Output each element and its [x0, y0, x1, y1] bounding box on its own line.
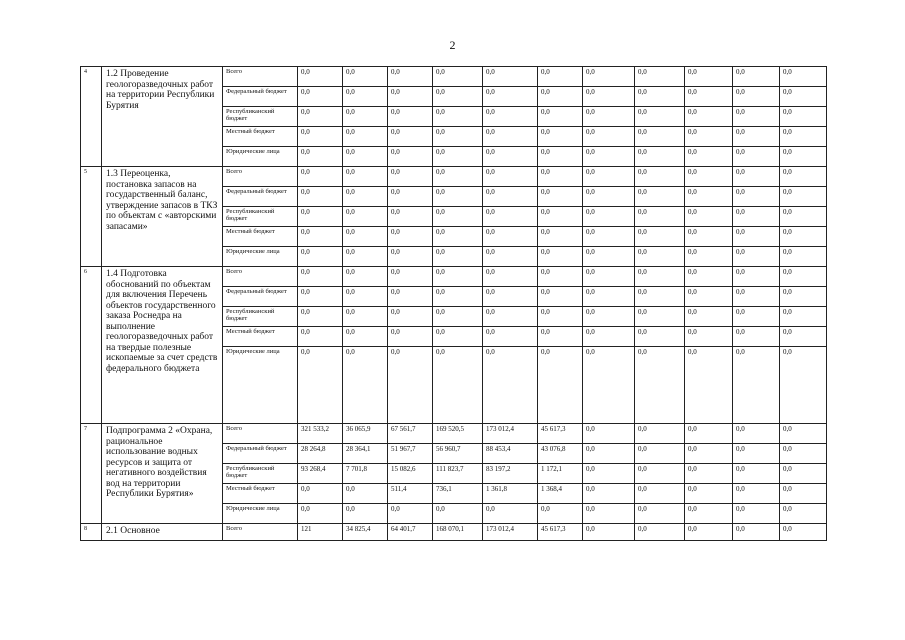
value-cell: 1 172,1 [538, 464, 583, 484]
value-cell: 0,0 [635, 444, 685, 464]
value-cell: 0,0 [583, 484, 635, 504]
value-cell: 0,0 [733, 444, 780, 464]
value-cell: 45 617,3 [538, 524, 583, 541]
value-cell: 0,0 [685, 347, 733, 424]
value-cell: 0,0 [538, 247, 583, 267]
value-cell: 0,0 [635, 347, 685, 424]
value-cell: 0,0 [635, 127, 685, 147]
activity-name: 2.1 Основное [102, 524, 223, 541]
value-cell: 0,0 [685, 444, 733, 464]
funding-source: Юридические лица [223, 347, 298, 424]
value-cell: 0,0 [583, 167, 635, 187]
value-cell: 0,0 [780, 87, 827, 107]
value-cell: 0,0 [685, 267, 733, 287]
value-cell: 0,0 [780, 444, 827, 464]
funding-source: Республиканский бюджет [223, 307, 298, 327]
value-cell: 0,0 [583, 247, 635, 267]
value-cell: 0,0 [685, 107, 733, 127]
value-cell: 511,4 [388, 484, 433, 504]
value-cell: 88 453,4 [483, 444, 538, 464]
funding-source: Федеральный бюджет [223, 87, 298, 107]
value-cell: 0,0 [433, 267, 483, 287]
value-cell: 0,0 [298, 87, 343, 107]
budget-table [80, 66, 827, 541]
funding-source: Местный бюджет [223, 484, 298, 504]
table-row [81, 67, 827, 87]
value-cell: 0,0 [733, 464, 780, 484]
funding-source: Всего [223, 524, 298, 541]
value-cell: 0,0 [685, 464, 733, 484]
value-cell: 0,0 [298, 287, 343, 307]
value-cell: 0,0 [388, 287, 433, 307]
value-cell: 0,0 [388, 307, 433, 327]
value-cell: 0,0 [433, 127, 483, 147]
value-cell: 0,0 [583, 464, 635, 484]
value-cell: 111 823,7 [433, 464, 483, 484]
value-cell: 36 065,9 [343, 424, 388, 444]
value-cell: 0,0 [780, 307, 827, 327]
value-cell: 0,0 [635, 247, 685, 267]
value-cell: 0,0 [388, 187, 433, 207]
value-cell: 0,0 [733, 484, 780, 504]
value-cell: 0,0 [583, 524, 635, 541]
value-cell: 0,0 [433, 227, 483, 247]
funding-source: Юридические лица [223, 504, 298, 524]
value-cell: 0,0 [583, 187, 635, 207]
value-cell: 0,0 [433, 504, 483, 524]
value-cell: 0,0 [685, 504, 733, 524]
value-cell: 0,0 [780, 267, 827, 287]
value-cell: 0,0 [388, 207, 433, 227]
funding-source: Республиканский бюджет [223, 464, 298, 484]
value-cell: 28 264,8 [298, 444, 343, 464]
value-cell: 0,0 [538, 147, 583, 167]
value-cell: 0,0 [780, 504, 827, 524]
value-cell: 0,0 [635, 327, 685, 347]
value-cell: 0,0 [583, 347, 635, 424]
value-cell: 0,0 [733, 424, 780, 444]
value-cell: 0,0 [635, 147, 685, 167]
value-cell: 0,0 [780, 524, 827, 541]
value-cell: 0,0 [780, 67, 827, 87]
activity-name: 1.4 Подготовка обоснований по объектам для включения Перечень объектов государственного заказа Роснедра на выполнение геологоразведочных работ на твердые полезные ископаемые за счет средств федерального бюджета [102, 267, 223, 424]
row-number: 6 [81, 267, 102, 424]
value-cell: 0,0 [635, 484, 685, 504]
value-cell: 0,0 [780, 187, 827, 207]
value-cell: 0,0 [733, 287, 780, 307]
value-cell: 0,0 [388, 127, 433, 147]
value-cell: 0,0 [538, 107, 583, 127]
value-cell: 0,0 [298, 504, 343, 524]
table-row [81, 424, 827, 444]
funding-source: Всего [223, 167, 298, 187]
funding-source: Местный бюджет [223, 327, 298, 347]
value-cell: 0,0 [733, 267, 780, 287]
activity-name: 1.2 Проведение геологоразведочных работ на территории Республики Бурятия [102, 67, 223, 167]
value-cell: 0,0 [685, 127, 733, 147]
value-cell: 0,0 [388, 504, 433, 524]
value-cell: 0,0 [685, 167, 733, 187]
value-cell: 0,0 [433, 307, 483, 327]
value-cell: 0,0 [780, 167, 827, 187]
value-cell: 173 012,4 [483, 524, 538, 541]
value-cell: 0,0 [538, 267, 583, 287]
value-cell: 0,0 [483, 267, 538, 287]
value-cell: 0,0 [483, 67, 538, 87]
value-cell: 0,0 [483, 187, 538, 207]
funding-source: Всего [223, 67, 298, 87]
value-cell: 93 268,4 [298, 464, 343, 484]
value-cell: 0,0 [583, 147, 635, 167]
table-row [81, 267, 827, 287]
value-cell: 0,0 [538, 167, 583, 187]
value-cell: 0,0 [343, 67, 388, 87]
value-cell: 0,0 [583, 127, 635, 147]
funding-source: Юридические лица [223, 247, 298, 267]
value-cell: 0,0 [298, 267, 343, 287]
value-cell: 0,0 [780, 247, 827, 267]
value-cell: 0,0 [298, 127, 343, 147]
value-cell: 0,0 [298, 167, 343, 187]
value-cell: 0,0 [685, 247, 733, 267]
value-cell: 0,0 [538, 327, 583, 347]
funding-source: Республиканский бюджет [223, 107, 298, 127]
value-cell: 0,0 [298, 67, 343, 87]
value-cell: 0,0 [298, 484, 343, 504]
value-cell: 0,0 [343, 347, 388, 424]
value-cell: 321 533,2 [298, 424, 343, 444]
value-cell: 0,0 [483, 287, 538, 307]
value-cell: 51 967,7 [388, 444, 433, 464]
value-cell: 0,0 [685, 227, 733, 247]
value-cell: 0,0 [733, 227, 780, 247]
value-cell: 0,0 [780, 227, 827, 247]
value-cell: 0,0 [538, 287, 583, 307]
value-cell: 0,0 [733, 167, 780, 187]
value-cell: 0,0 [483, 247, 538, 267]
value-cell: 0,0 [685, 207, 733, 227]
value-cell: 0,0 [635, 524, 685, 541]
value-cell: 0,0 [685, 87, 733, 107]
value-cell: 0,0 [733, 87, 780, 107]
value-cell: 34 825,4 [343, 524, 388, 541]
value-cell: 0,0 [780, 127, 827, 147]
value-cell: 0,0 [538, 207, 583, 227]
value-cell: 0,0 [733, 107, 780, 127]
value-cell: 0,0 [733, 327, 780, 347]
value-cell: 0,0 [780, 107, 827, 127]
value-cell: 0,0 [483, 107, 538, 127]
funding-source: Всего [223, 424, 298, 444]
value-cell: 169 520,5 [433, 424, 483, 444]
funding-source: Федеральный бюджет [223, 444, 298, 464]
value-cell: 0,0 [780, 464, 827, 484]
value-cell: 0,0 [780, 207, 827, 227]
value-cell: 0,0 [635, 227, 685, 247]
value-cell: 0,0 [433, 287, 483, 307]
value-cell: 0,0 [635, 287, 685, 307]
value-cell: 0,0 [483, 87, 538, 107]
value-cell: 0,0 [343, 504, 388, 524]
value-cell: 0,0 [733, 524, 780, 541]
value-cell: 0,0 [388, 267, 433, 287]
value-cell: 0,0 [483, 167, 538, 187]
value-cell: 0,0 [685, 484, 733, 504]
value-cell: 0,0 [538, 127, 583, 147]
value-cell: 0,0 [483, 227, 538, 247]
value-cell: 0,0 [433, 87, 483, 107]
value-cell: 0,0 [733, 67, 780, 87]
value-cell: 0,0 [298, 207, 343, 227]
activity-name: Подпрограмма 2 «Охрана, рациональное использование водных ресурсов и защита от негативного воздействия вод на территории Республики Бурятия» [102, 424, 223, 524]
funding-source: Юридические лица [223, 147, 298, 167]
value-cell: 7 701,8 [343, 464, 388, 484]
value-cell: 67 561,7 [388, 424, 433, 444]
value-cell: 0,0 [388, 327, 433, 347]
value-cell: 0,0 [583, 307, 635, 327]
value-cell: 0,0 [433, 207, 483, 227]
value-cell: 0,0 [538, 227, 583, 247]
value-cell: 0,0 [433, 67, 483, 87]
table-row [81, 167, 827, 187]
funding-source: Федеральный бюджет [223, 287, 298, 307]
value-cell: 0,0 [483, 207, 538, 227]
value-cell: 0,0 [343, 247, 388, 267]
value-cell: 0,0 [583, 287, 635, 307]
value-cell: 0,0 [733, 504, 780, 524]
value-cell: 0,0 [298, 247, 343, 267]
value-cell: 173 012,4 [483, 424, 538, 444]
table-row [81, 524, 827, 541]
value-cell: 0,0 [780, 147, 827, 167]
value-cell: 0,0 [685, 187, 733, 207]
value-cell: 0,0 [685, 147, 733, 167]
value-cell: 0,0 [298, 347, 343, 424]
value-cell: 0,0 [298, 327, 343, 347]
value-cell: 0,0 [583, 327, 635, 347]
value-cell: 0,0 [433, 247, 483, 267]
value-cell: 0,0 [433, 327, 483, 347]
value-cell: 0,0 [635, 87, 685, 107]
value-cell: 0,0 [583, 444, 635, 464]
value-cell: 0,0 [685, 524, 733, 541]
value-cell: 0,0 [635, 267, 685, 287]
value-cell: 0,0 [343, 287, 388, 307]
value-cell: 0,0 [583, 504, 635, 524]
value-cell: 0,0 [343, 147, 388, 167]
value-cell: 0,0 [538, 187, 583, 207]
value-cell: 0,0 [583, 424, 635, 444]
value-cell: 0,0 [343, 327, 388, 347]
value-cell: 0,0 [780, 327, 827, 347]
value-cell: 0,0 [635, 504, 685, 524]
value-cell: 0,0 [343, 127, 388, 147]
value-cell: 0,0 [388, 87, 433, 107]
value-cell: 0,0 [733, 147, 780, 167]
value-cell: 0,0 [583, 207, 635, 227]
value-cell: 0,0 [583, 87, 635, 107]
value-cell: 0,0 [733, 207, 780, 227]
value-cell: 0,0 [433, 167, 483, 187]
value-cell: 121 [298, 524, 343, 541]
value-cell: 0,0 [538, 67, 583, 87]
value-cell: 0,0 [583, 227, 635, 247]
value-cell: 0,0 [388, 247, 433, 267]
value-cell: 0,0 [685, 67, 733, 87]
value-cell: 0,0 [685, 424, 733, 444]
value-cell: 0,0 [685, 287, 733, 307]
value-cell: 0,0 [635, 67, 685, 87]
value-cell: 1 368,4 [538, 484, 583, 504]
value-cell: 0,0 [433, 187, 483, 207]
value-cell: 0,0 [635, 187, 685, 207]
value-cell: 0,0 [583, 107, 635, 127]
value-cell: 56 960,7 [433, 444, 483, 464]
value-cell: 0,0 [538, 504, 583, 524]
value-cell: 0,0 [583, 67, 635, 87]
value-cell: 0,0 [483, 347, 538, 424]
value-cell: 0,0 [298, 227, 343, 247]
value-cell: 736,1 [433, 484, 483, 504]
value-cell: 0,0 [483, 307, 538, 327]
value-cell: 0,0 [733, 127, 780, 147]
value-cell: 0,0 [733, 187, 780, 207]
value-cell: 0,0 [733, 247, 780, 267]
value-cell: 0,0 [298, 147, 343, 167]
value-cell: 0,0 [635, 107, 685, 127]
value-cell: 0,0 [483, 127, 538, 147]
value-cell: 0,0 [780, 424, 827, 444]
page-number: 2 [449, 38, 456, 52]
value-cell: 0,0 [635, 464, 685, 484]
value-cell: 0,0 [483, 504, 538, 524]
value-cell: 0,0 [388, 107, 433, 127]
activity-name: 1.3 Переоценка, постановка запасов на государственный баланс, утверждение запасов в ТКЗ по объектам с «авторскими запасами» [102, 167, 223, 267]
value-cell: 45 617,3 [538, 424, 583, 444]
value-cell: 0,0 [733, 307, 780, 327]
value-cell: 0,0 [433, 147, 483, 167]
value-cell: 0,0 [433, 347, 483, 424]
value-cell: 0,0 [343, 87, 388, 107]
value-cell: 15 082,6 [388, 464, 433, 484]
value-cell: 0,0 [635, 424, 685, 444]
value-cell: 1 361,8 [483, 484, 538, 504]
value-cell: 0,0 [343, 107, 388, 127]
funding-source: Республиканский бюджет [223, 207, 298, 227]
value-cell: 0,0 [388, 167, 433, 187]
value-cell: 0,0 [433, 107, 483, 127]
row-number: 5 [81, 167, 102, 267]
row-number: 4 [81, 67, 102, 167]
value-cell: 0,0 [343, 187, 388, 207]
value-cell: 0,0 [483, 147, 538, 167]
value-cell: 0,0 [780, 484, 827, 504]
value-cell: 0,0 [343, 207, 388, 227]
value-cell: 83 197,2 [483, 464, 538, 484]
value-cell: 0,0 [343, 307, 388, 327]
value-cell: 0,0 [635, 207, 685, 227]
value-cell: 0,0 [733, 347, 780, 424]
value-cell: 0,0 [298, 307, 343, 327]
value-cell: 0,0 [538, 307, 583, 327]
funding-source: Всего [223, 267, 298, 287]
value-cell: 0,0 [343, 267, 388, 287]
value-cell: 0,0 [388, 67, 433, 87]
funding-source: Местный бюджет [223, 227, 298, 247]
value-cell: 0,0 [343, 227, 388, 247]
value-cell: 0,0 [388, 147, 433, 167]
value-cell: 0,0 [343, 484, 388, 504]
funding-source: Местный бюджет [223, 127, 298, 147]
row-number: 8 [81, 524, 102, 541]
value-cell: 0,0 [538, 87, 583, 107]
value-cell: 0,0 [583, 267, 635, 287]
value-cell: 0,0 [538, 347, 583, 424]
value-cell: 64 401,7 [388, 524, 433, 541]
row-number: 7 [81, 424, 102, 524]
value-cell: 0,0 [343, 167, 388, 187]
value-cell: 168 070,1 [433, 524, 483, 541]
funding-source: Федеральный бюджет [223, 187, 298, 207]
value-cell: 0,0 [298, 107, 343, 127]
value-cell: 0,0 [685, 327, 733, 347]
value-cell: 0,0 [483, 327, 538, 347]
value-cell: 28 364,1 [343, 444, 388, 464]
value-cell: 0,0 [780, 287, 827, 307]
value-cell: 0,0 [388, 227, 433, 247]
value-cell: 0,0 [635, 307, 685, 327]
value-cell: 0,0 [685, 307, 733, 327]
value-cell: 0,0 [298, 187, 343, 207]
value-cell: 0,0 [635, 167, 685, 187]
value-cell: 0,0 [780, 347, 827, 424]
value-cell: 0,0 [388, 347, 433, 424]
value-cell: 43 076,8 [538, 444, 583, 464]
